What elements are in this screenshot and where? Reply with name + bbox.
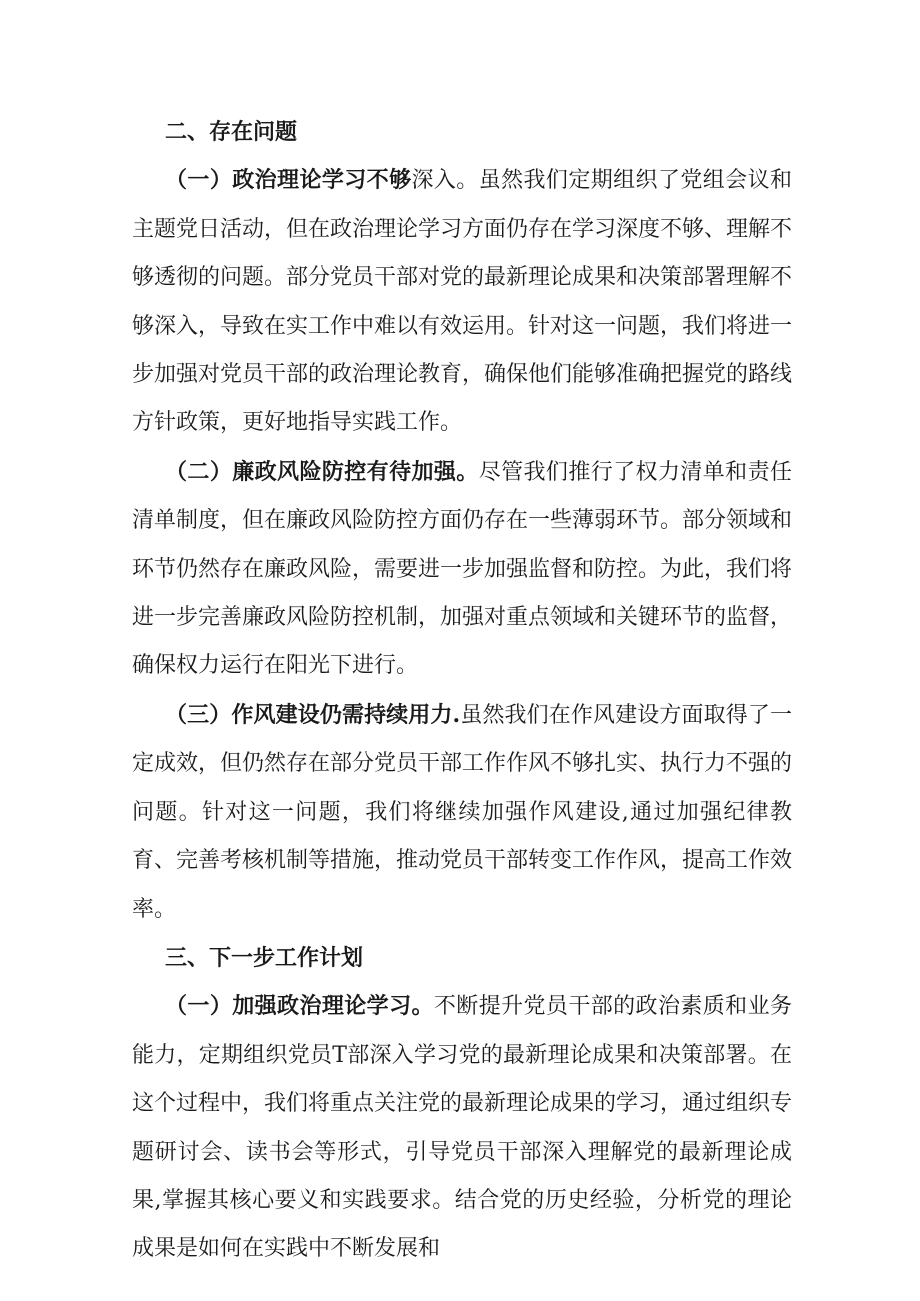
paragraph-body: 不断提升党员干部的政治素质和业务能力，定期组织党员T部深入学习党的最新理论成果和决策部署。在这个过程中，我们将重点关注党的最新理论成果的学习，通过组织专题研讨会、读书会等形式，引导党员干部深入理解党的最新理论成果,掌握其核心要义和实践要求。结合党的历史经验，分析党的理论成果是如何在实践中不断发展和 [132, 994, 793, 1262]
paragraph-problem-2 [132, 448, 792, 691]
paragraph-lead: （一）政治理论学习不够 [165, 167, 412, 194]
paragraph-lead: （三）作风建设仍需持续用力. [165, 701, 461, 728]
section-heading-problems: 二、存在问题 [165, 119, 298, 145]
paragraph-lead: （一）加强政治理论学习。 [165, 993, 434, 1020]
document-body [132, 108, 792, 1274]
paragraph-problem-1 [132, 156, 792, 447]
paragraph-plan-1 [132, 982, 792, 1273]
paragraph-body: 尽管我们推行了权力清单和责任清单制度，但在廉政风险防控方面仍存在一些薄弱环节。部分领域和环节仍然存在廉政风险，需要进一步加强监督和防控。为此，我们将进一步完善廉政风险防控机制，加强对重点领域和关键环节的监督，确保权力运行在阳光下进行。 [132, 459, 793, 679]
paragraph-problem-3 [132, 691, 792, 934]
paragraph-body: 虽然我们在作风建设方面取得了一定成效，但仍然存在部分党员干部工作作风不够扎实、执行力不强的问题。针对这一问题，我们将继续加强作风建设,通过加强纪律教育、完善考核机制等措施，推动党员干部转变工作作风，提高工作效率。 [132, 702, 793, 922]
paragraph-body: 深入。虽然我们定期组织了党组会议和主题党日活动，但在政治理论学习方面仍存在学习深度不够、理解不够透彻的问题。部分党员干部对党的最新理论成果和决策部署理解不够深入，导致在实工作中难以有效运用。针对这一问题，我们将进一步加强对党员干部的政治理论教育，确保他们能够准确把握党的路线方针政策，更好地指导实践工作。 [132, 168, 793, 436]
paragraph-lead: （二）廉政风险防控有待加强。 [165, 458, 479, 485]
section-heading-next-plan: 三、下一步工作计划 [165, 944, 364, 971]
